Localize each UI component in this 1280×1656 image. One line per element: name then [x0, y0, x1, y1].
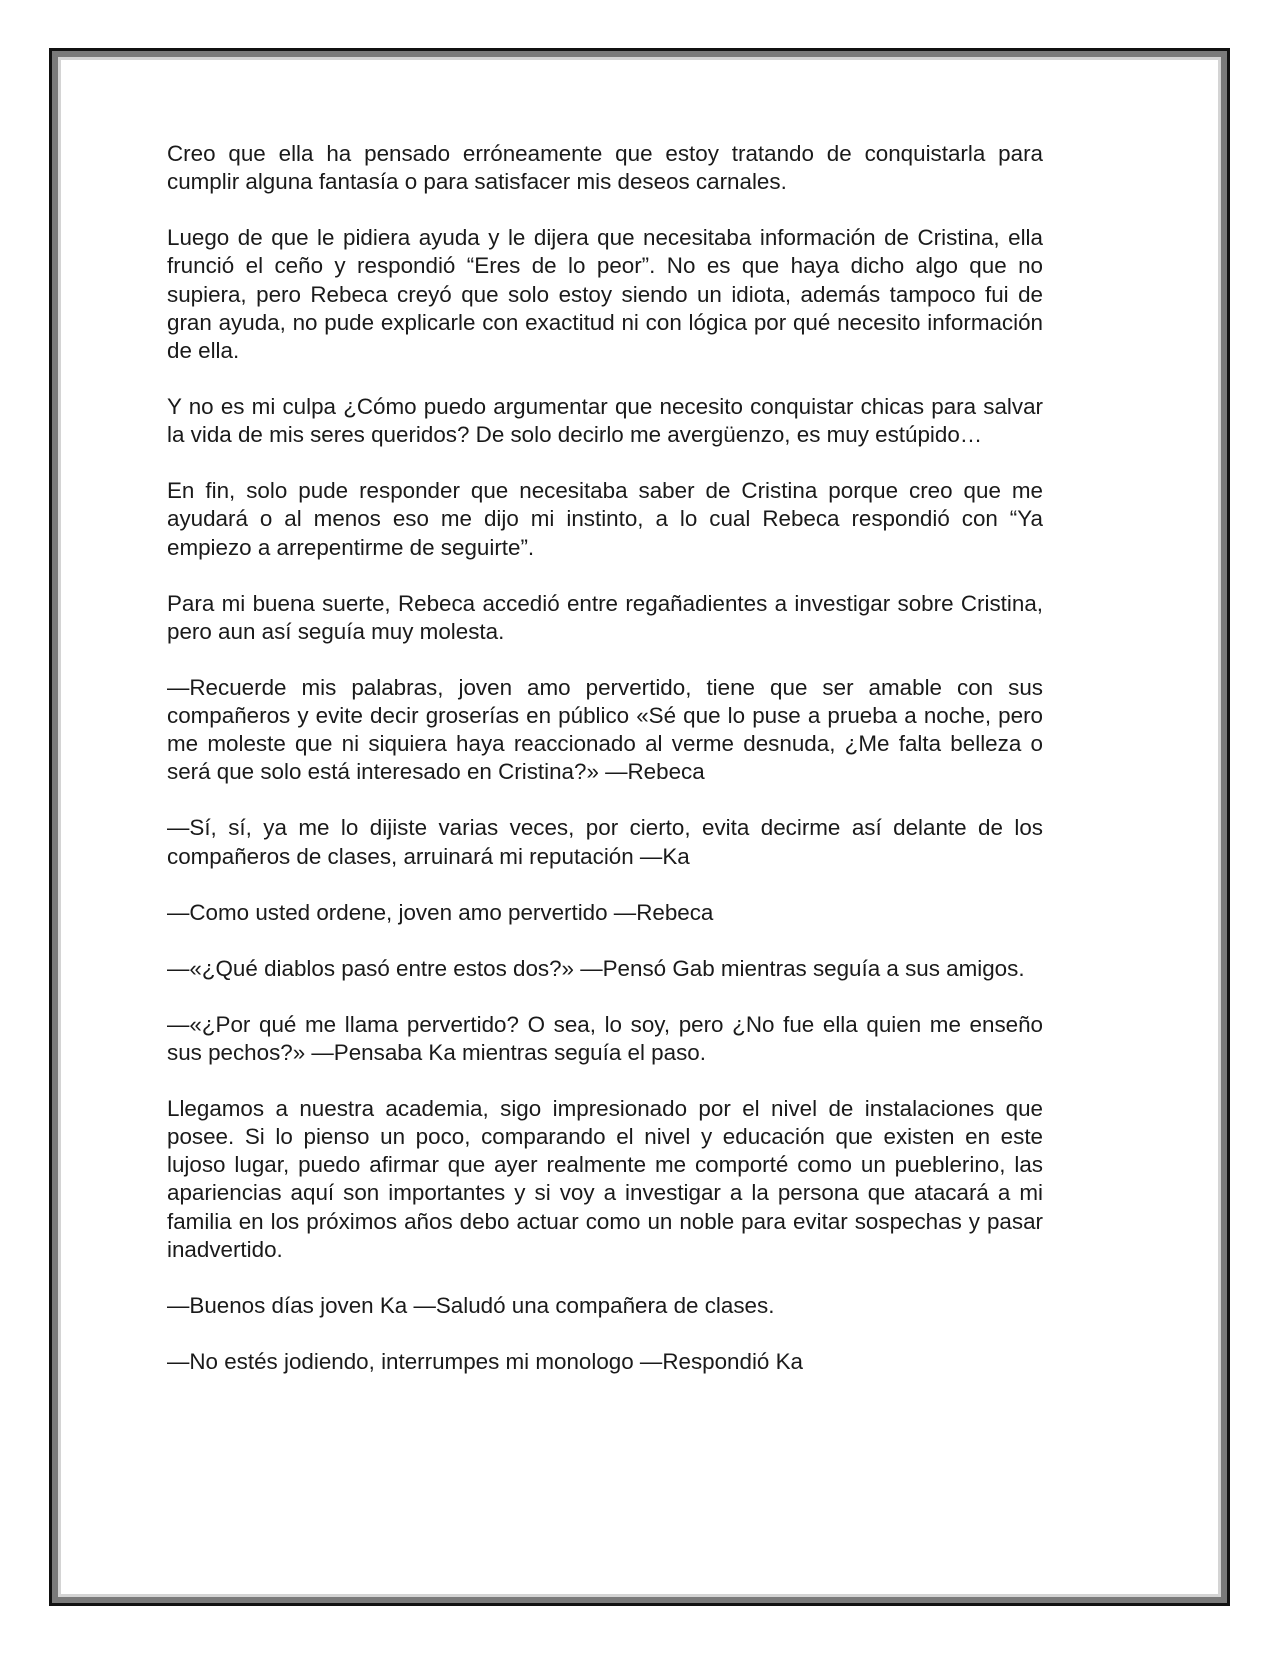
paragraph-1: Creo que ella ha pensado erróneamente que estoy tratando de conquistarla para cumplir alguna fantasía o para satisfacer mis deseos carnales. [167, 141, 1043, 195]
paragraph-4: En fin, solo pude responder que necesitaba saber de Cristina porque creo que me ayudará o al menos eso me dijo mi instinto, a lo cual Rebeca respondió con “Ya empiezo a arrepentirme de seguirte”. [167, 478, 1043, 560]
paragraph-12: —Buenos días joven Ka —Saludó una compañera de clases. [167, 1292, 775, 1318]
paragraph-11: Llegamos a nuestra academia, sigo impresionado por el nivel de instalaciones que posee. Si lo pienso un poco, comparando el nivel y educación que existen en este lujoso lugar, puedo afirmar que ayer realmente me comporté como un pueblerino, las apariencias aquí son importantes y si voy a investigar a la persona que atacará a mi familia en los próximos años debo actuar como un noble para evitar sospechas y pasar inadvertido. [167, 1095, 1043, 1262]
paragraph-13: —No estés jodiendo, interrumpes mi monologo —Respondió Ka [167, 1348, 803, 1374]
paragraph-10: —«¿Por qué me llama pervertido? O sea, lo soy, pero ¿No fue ella quien me enseño sus pechos?» —Pensaba Ka mientras seguía el paso. [167, 1011, 1043, 1065]
paragraph-5: Para mi buena suerte, Rebeca accedió entre regañadientes a investigar sobre Cristina, pero aun así seguía muy molesta. [167, 590, 1043, 644]
paragraph-7: —Sí, sí, ya me lo dijiste varias veces, por cierto, evita decirme así delante de los compañeros de clases, arruinará mi reputación —Ka [167, 815, 1043, 869]
paragraph-6: —Recuerde mis palabras, joven amo pervertido, tiene que ser amable con sus compañeros y evite decir groserías en público «Sé que lo puse a prueba a noche, pero me moleste que ni siquiera haya reaccionado al verme desnuda, ¿Me falta belleza o será que solo está interesado en Cristina?» —Rebeca [167, 674, 1043, 785]
document-body [167, 140, 1043, 1404]
paragraph-9: —«¿Qué diablos pasó entre estos dos?» —Pensó Gab mientras seguía a sus amigos. [167, 955, 1025, 981]
paragraph-8: —Como usted ordene, joven amo pervertido —Rebeca [167, 899, 714, 925]
paragraph-3: Y no es mi culpa ¿Cómo puedo argumentar que necesito conquistar chicas para salvar la vida de mis seres queridos? De solo decirlo me avergüenzo, es muy estúpido… [167, 394, 1043, 448]
paragraph-2: Luego de que le pidiera ayuda y le dijera que necesitaba información de Cristina, ella frunció el ceño y respondió “Eres de lo peor”. No es que haya dicho algo que no supiera, pero Rebeca creyó que solo estoy siendo un idiota, además tampoco fui de gran ayuda, no pude explicarle con exactitud ni con lógica por qué necesito información de ella. [167, 225, 1043, 364]
